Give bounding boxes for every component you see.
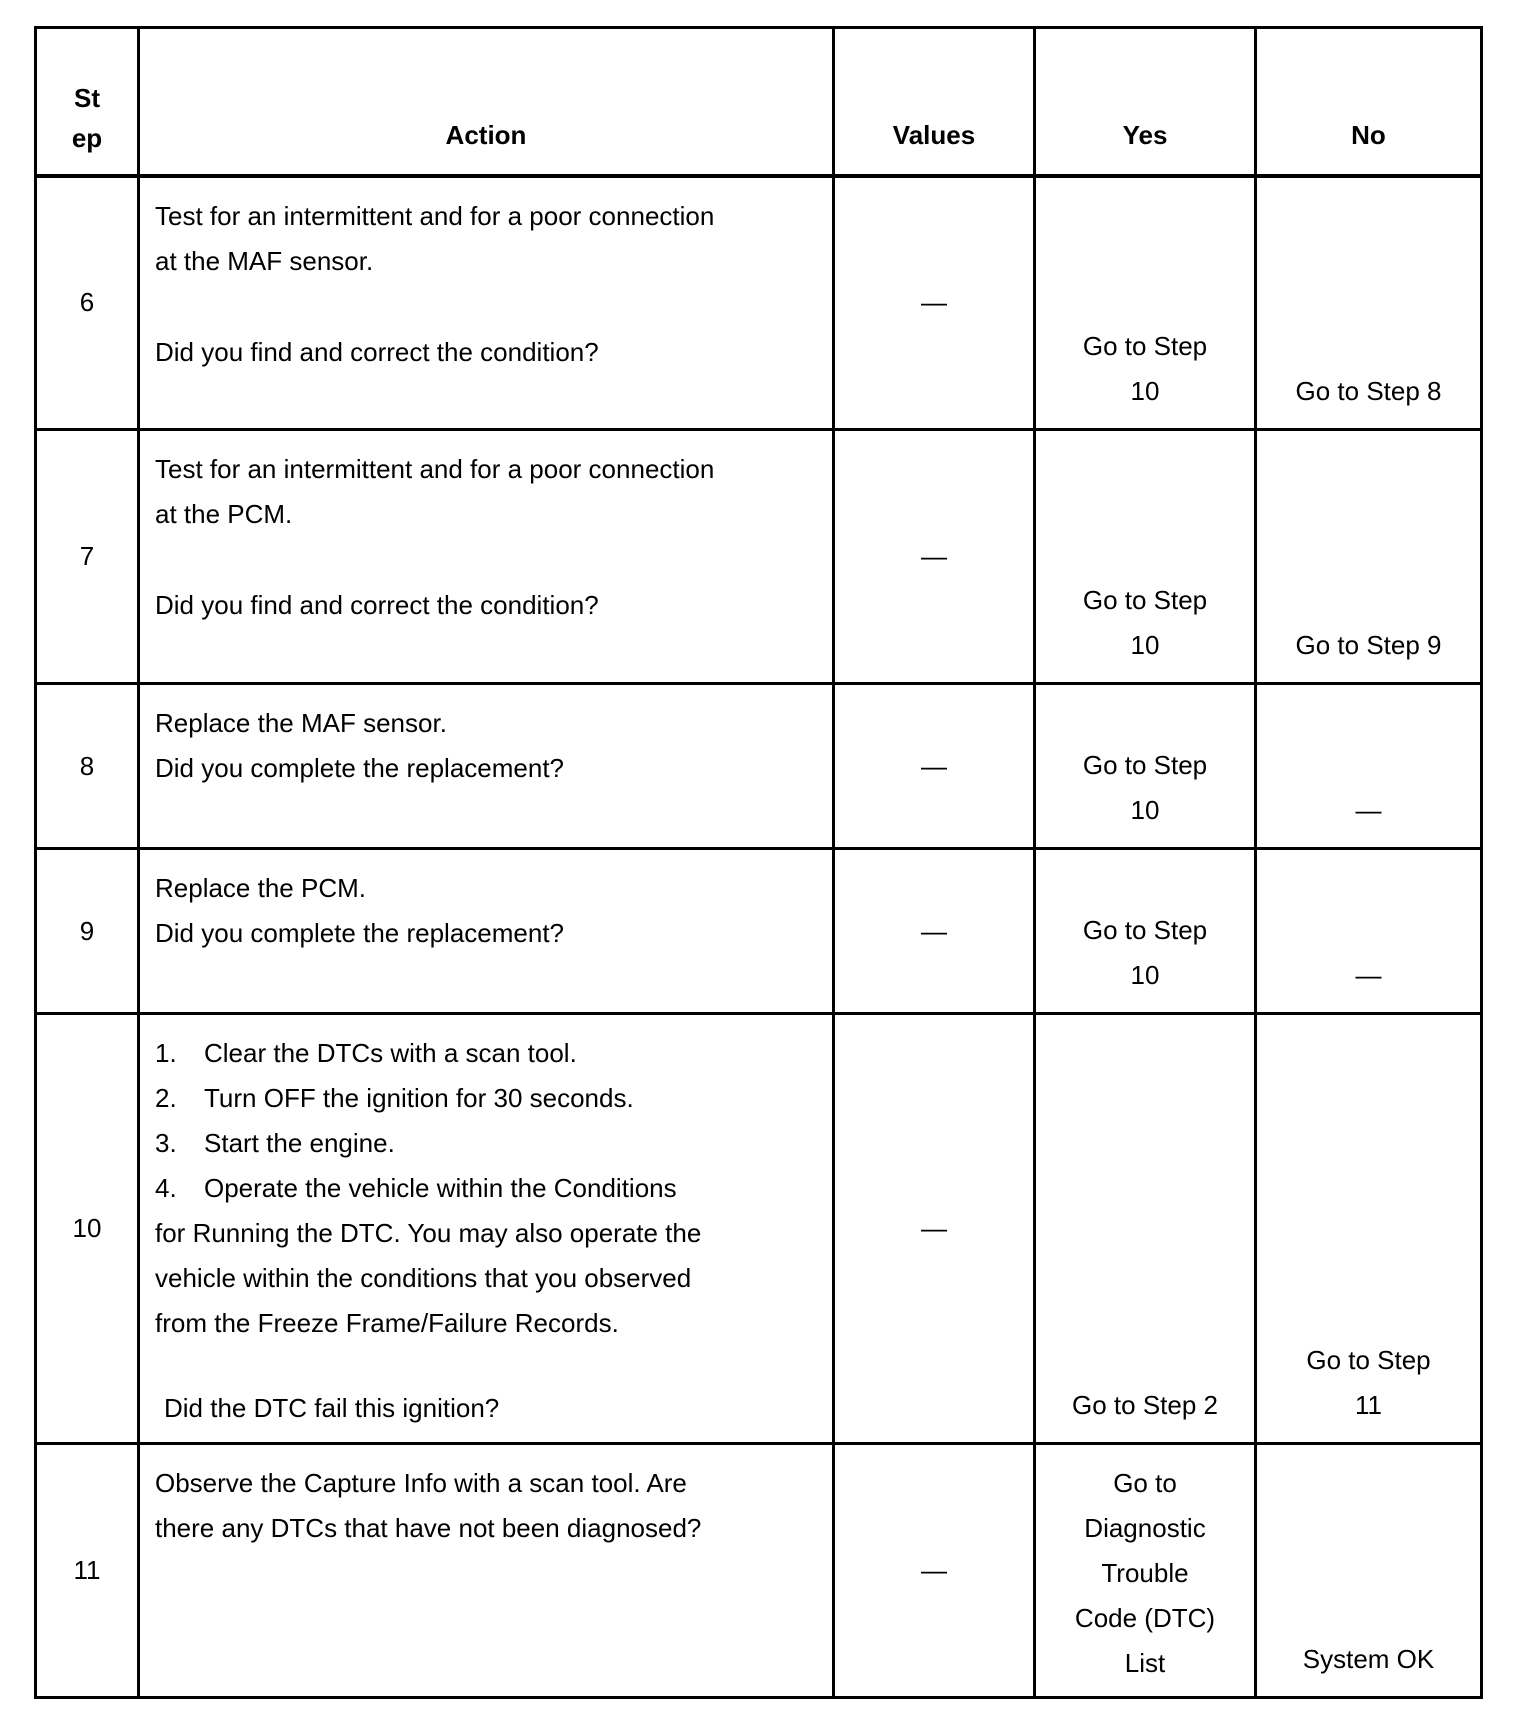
- list-text: Operate the vehicle within the Conditions: [204, 1173, 677, 1203]
- step-number: 9: [36, 849, 139, 1014]
- header-no: No: [1256, 28, 1482, 176]
- step-number: 7: [36, 430, 139, 684]
- list-text: Start the engine.: [204, 1128, 395, 1158]
- action-question: Did you complete the replacement?: [155, 918, 565, 948]
- values-cell: —: [834, 430, 1035, 684]
- table-row: [36, 849, 1482, 1014]
- table-row: [36, 1014, 1482, 1444]
- table-row: [36, 430, 1482, 684]
- yes-text: Trouble: [1101, 1558, 1189, 1588]
- list-text: Clear the DTCs with a scan tool.: [204, 1038, 577, 1068]
- no-cell: Go to Step 8: [1256, 176, 1482, 430]
- yes-text: 10: [1130, 795, 1160, 825]
- yes-cell: [1035, 1444, 1256, 1698]
- values-cell: —: [834, 684, 1035, 849]
- list-item: [155, 1166, 822, 1211]
- procedure-list: [155, 1031, 822, 1211]
- yes-cell: [1035, 849, 1256, 1014]
- action-cell: [139, 684, 834, 849]
- no-cell: System OK: [1256, 1444, 1482, 1698]
- list-number: 1.: [155, 1038, 177, 1068]
- action-question: Did you find and correct the condition?: [155, 336, 599, 367]
- yes-text: Go to Step: [1082, 331, 1208, 361]
- yes-text: Code (DTC): [1074, 1603, 1216, 1633]
- action-cell: [139, 1444, 834, 1698]
- no-text: 11: [1355, 1390, 1382, 1420]
- list-item: [155, 1076, 822, 1121]
- action-text: at the MAF sensor.: [155, 245, 374, 276]
- action-text: Observe the Capture Info with a scan tool. Are: [155, 1468, 687, 1498]
- header-row: [36, 28, 1482, 176]
- step-number: 10: [36, 1014, 139, 1444]
- list-item: [155, 1031, 822, 1076]
- action-cell: [139, 849, 834, 1014]
- step-number: 8: [36, 684, 139, 849]
- step-number: 6: [36, 176, 139, 430]
- values-cell: —: [834, 849, 1035, 1014]
- yes-text: Go to: [1113, 1468, 1177, 1498]
- step-number: 11: [36, 1444, 139, 1698]
- diagnostic-table: [34, 26, 1483, 1699]
- header-step: [36, 28, 139, 176]
- yes-text: Go to Step: [1082, 585, 1208, 615]
- yes-text: 10: [1130, 376, 1160, 406]
- list-number: 2.: [155, 1083, 177, 1113]
- values-cell: —: [834, 1014, 1035, 1444]
- values-cell: —: [834, 1444, 1035, 1698]
- action-cell: [139, 1014, 834, 1444]
- yes-text: 10: [1130, 960, 1160, 990]
- list-item: [155, 1121, 822, 1166]
- yes-cell: [1035, 176, 1256, 430]
- header-yes: Yes: [1035, 28, 1256, 176]
- action-question: Did you find and correct the condition?: [155, 590, 599, 620]
- yes-text: 10: [1130, 630, 1160, 660]
- action-question: Did you complete the replacement?: [155, 753, 565, 783]
- action-text: there any DTCs that have not been diagnosed?: [155, 1513, 702, 1543]
- list-number: 4.: [155, 1173, 177, 1203]
- no-cell: —: [1256, 849, 1482, 1014]
- yes-text: Go to Step: [1082, 915, 1208, 945]
- header-step-line1: St: [74, 82, 100, 113]
- table-row: [36, 1444, 1482, 1698]
- header-action: Action: [139, 28, 834, 176]
- yes-text: Go to Step: [1082, 750, 1208, 780]
- no-cell: —: [1256, 684, 1482, 849]
- yes-cell: [1035, 684, 1256, 849]
- action-text: vehicle within the conditions that you observed: [155, 1263, 692, 1293]
- action-text: Replace the MAF sensor.: [155, 708, 447, 738]
- action-question: Did the DTC fail this ignition?: [164, 1393, 500, 1423]
- values-cell: —: [834, 176, 1035, 430]
- action-text: from the Freeze Frame/Failure Records.: [155, 1308, 619, 1338]
- action-text: at the PCM.: [155, 499, 293, 529]
- action-cell: [139, 430, 834, 684]
- action-text: Test for an intermittent and for a poor connection: [155, 200, 715, 231]
- header-step-line2: ep: [71, 122, 103, 153]
- header-values: Values: [834, 28, 1035, 176]
- action-text: Test for an intermittent and for a poor connection: [155, 454, 715, 484]
- no-cell: [1256, 1014, 1482, 1444]
- yes-text: List: [1124, 1648, 1166, 1678]
- yes-text: Diagnostic: [1084, 1513, 1206, 1543]
- yes-cell: [1035, 430, 1256, 684]
- table-row: [36, 684, 1482, 849]
- action-text: Replace the PCM.: [155, 873, 366, 903]
- no-text: Go to Step: [1306, 1345, 1431, 1375]
- no-cell: Go to Step 9: [1256, 430, 1482, 684]
- action-cell: [139, 176, 834, 430]
- list-number: 3.: [155, 1128, 177, 1158]
- action-text: for Running the DTC. You may also operate the: [155, 1218, 702, 1248]
- list-text: Turn OFF the ignition for 30 seconds.: [204, 1083, 634, 1113]
- yes-cell: Go to Step 2: [1035, 1014, 1256, 1444]
- table-row: [36, 176, 1482, 430]
